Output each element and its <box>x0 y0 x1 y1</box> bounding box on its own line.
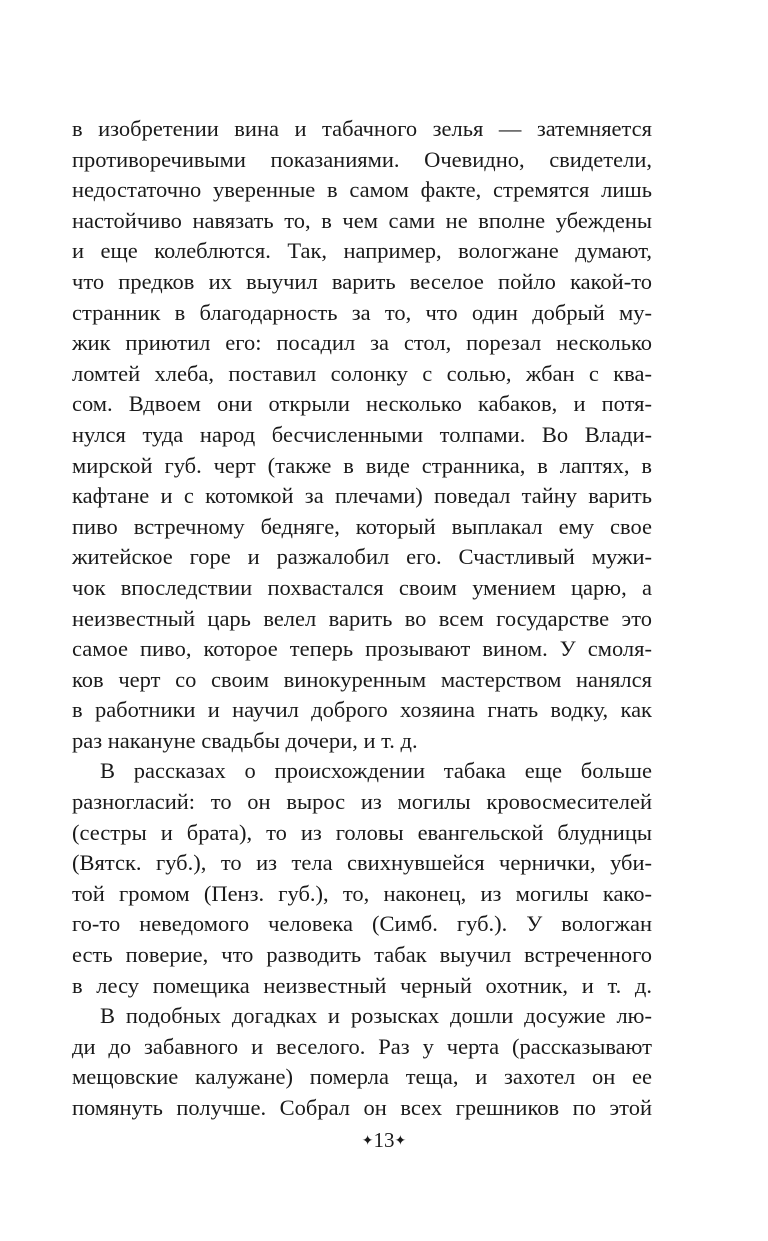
text-line: В подобных догадках и розысках дошли досужие лю- <box>100 1003 652 1029</box>
text-line: сом. Вдвоем они открыли несколько кабаков, и потя- <box>72 391 652 417</box>
ornament-star-icon: ✦ <box>394 1133 407 1149</box>
text-line: мирской губ. черт (также в виде странника, в лаптях, в <box>72 452 652 478</box>
text-line: в лесу помещика неизвестный черный охотник, и т. д. <box>72 972 652 998</box>
text-line: в работники и научил доброго хозяина гнать водку, как <box>72 697 652 723</box>
paragraph-2 <box>72 756 652 1001</box>
text-line: неизвестный царь велел варить во всем государстве это <box>72 605 652 631</box>
text-line: нулся туда народ бесчисленными толпами. Во Влади- <box>72 421 652 447</box>
text-line: го-то неведомого человека (Симб. губ.). У вологжан <box>72 911 652 937</box>
text-line: мещовские калужане) померла теща, и захотел он ее <box>72 1064 652 1090</box>
text-line: помянуть получше. Собрал он всех грешников по этой <box>72 1095 652 1120</box>
text-line: кафтане и с котомкой за плечами) поведал тайну варить <box>72 483 652 509</box>
paragraph-3 <box>72 1001 652 1123</box>
text-line: есть поверие, что разводить табак выучил встреченного <box>72 942 652 968</box>
text-line: настойчиво навязать то, в чем сами не вполне убеждены <box>72 207 652 233</box>
text-line: странник в благодарность за то, что один добрый му- <box>72 299 652 325</box>
text-line: самое пиво, которое теперь прозывают вином. У смоля- <box>72 636 652 662</box>
text-line: раз накануне свадьбы дочери, и т. д. <box>72 727 418 753</box>
text-line: пиво встречному бедняге, который выплакал ему свое <box>72 513 652 539</box>
text-line: разногласий: то он вырос из могилы кровосмесителей <box>72 789 652 815</box>
text-line: противоречивыми показаниями. Очевидно, свидетели, <box>72 146 652 172</box>
ornament-star-icon: ✦ <box>361 1133 374 1149</box>
page-text <box>72 114 652 1124</box>
text-line: чок впоследствии похвастался своим умением царю, а <box>72 574 652 600</box>
text-line: (сестры и брата), то из головы евангельской блудницы <box>72 819 652 845</box>
page-number <box>0 1125 768 1156</box>
text-line: недостаточно уверенные в самом факте, стремятся лишь <box>72 177 652 203</box>
text-line: (Вятск. губ.), то из тела свихнувшейся чернички, уби- <box>72 850 652 876</box>
text-line: в изобретении вина и табачного зелья — затемняется <box>72 116 652 141</box>
text-line: В рассказах о происхождении табака еще больше <box>100 758 652 784</box>
text-line: и еще колеблются. Так, например, вологжане думают, <box>72 238 652 264</box>
page-number-value: 13 <box>373 1128 395 1152</box>
text-line: той громом (Пенз. губ.), то, наконец, из могилы како- <box>72 880 652 906</box>
text-line: ди до забавного и веселого. Раз у черта (рассказывают <box>72 1033 652 1059</box>
text-line: что предков их выучил варить веселое пойло какой-то <box>72 268 652 294</box>
text-line: житейское горе и разжалобил его. Счастливый мужи- <box>72 544 652 570</box>
text-line: ломтей хлеба, поставил солонку с солью, жбан с ква- <box>72 360 652 386</box>
paragraph-1 <box>72 114 652 756</box>
text-line: ков черт со своим винокуренным мастерством нанялся <box>72 666 652 692</box>
text-line: жик приютил его: посадил за стол, порезал несколько <box>72 330 652 356</box>
